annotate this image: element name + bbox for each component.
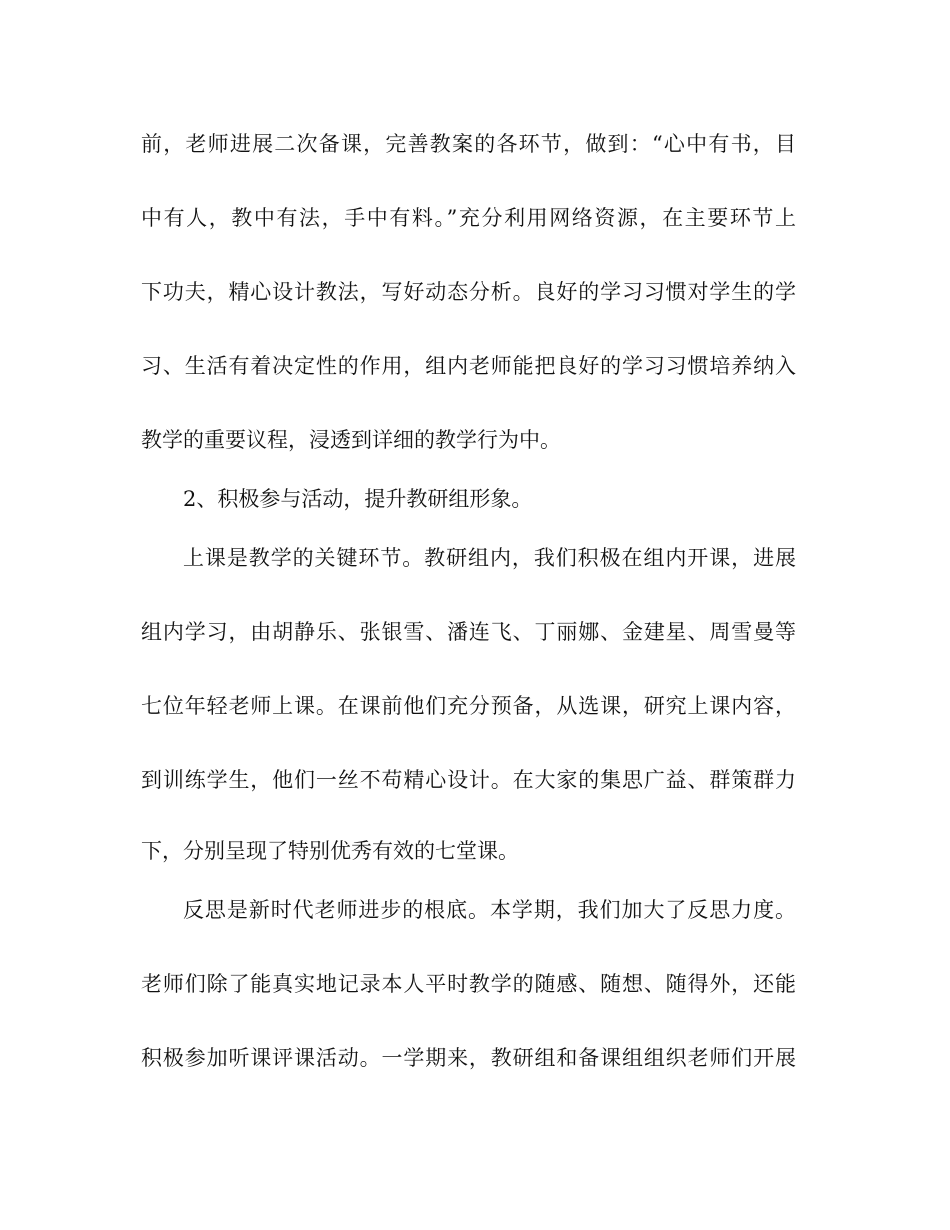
text-line: 组内学习，由胡静乐、张银雪、潘连飞、丁丽娜、金建星、周雪曼等 — [141, 620, 796, 644]
text-line: 老师们除了能真实地记录本人平时教学的随感、随想、随得外，还能 — [141, 972, 796, 996]
text-line: 上课是教学的关键环节。教研组内，我们积极在组内开课，进展 — [183, 546, 796, 570]
text-line: 积极参加听课评课活动。一学期来，教研组和备课组组织老师们开展 — [141, 1046, 796, 1070]
text-line: 中有人，教中有法，手中有料。”充分利用网络资源，在主要环节上 — [141, 206, 796, 230]
text-line: 下功夫，精心设计教法，写好动态分析。良好的学习习惯对学生的学 — [141, 280, 796, 304]
text-line: 下，分别呈现了特别优秀有效的七堂课。 — [141, 839, 519, 863]
text-line: 七位年轻老师上课。在课前他们充分预备，从选课，研究上课内容， — [141, 694, 796, 718]
text-line: 教学的重要议程，浸透到详细的教学行为中。 — [141, 428, 561, 452]
section-heading: 2、积极参与活动，提升教研组形象。 — [183, 487, 533, 511]
text-line: 前，老师进展二次备课，完善教案的各环节，做到：“心中有书，目 — [141, 132, 796, 156]
text-line: 习、生活有着决定性的作用，组内老师能把良好的学习习惯培养纳入 — [141, 354, 796, 378]
text-line: 反思是新时代老师进步的根底。本学期，我们加大了反思力度。 — [183, 898, 796, 922]
text-line: 到训练学生，他们一丝不苟精心设计。在大家的集思广益、群策群力 — [141, 768, 796, 792]
